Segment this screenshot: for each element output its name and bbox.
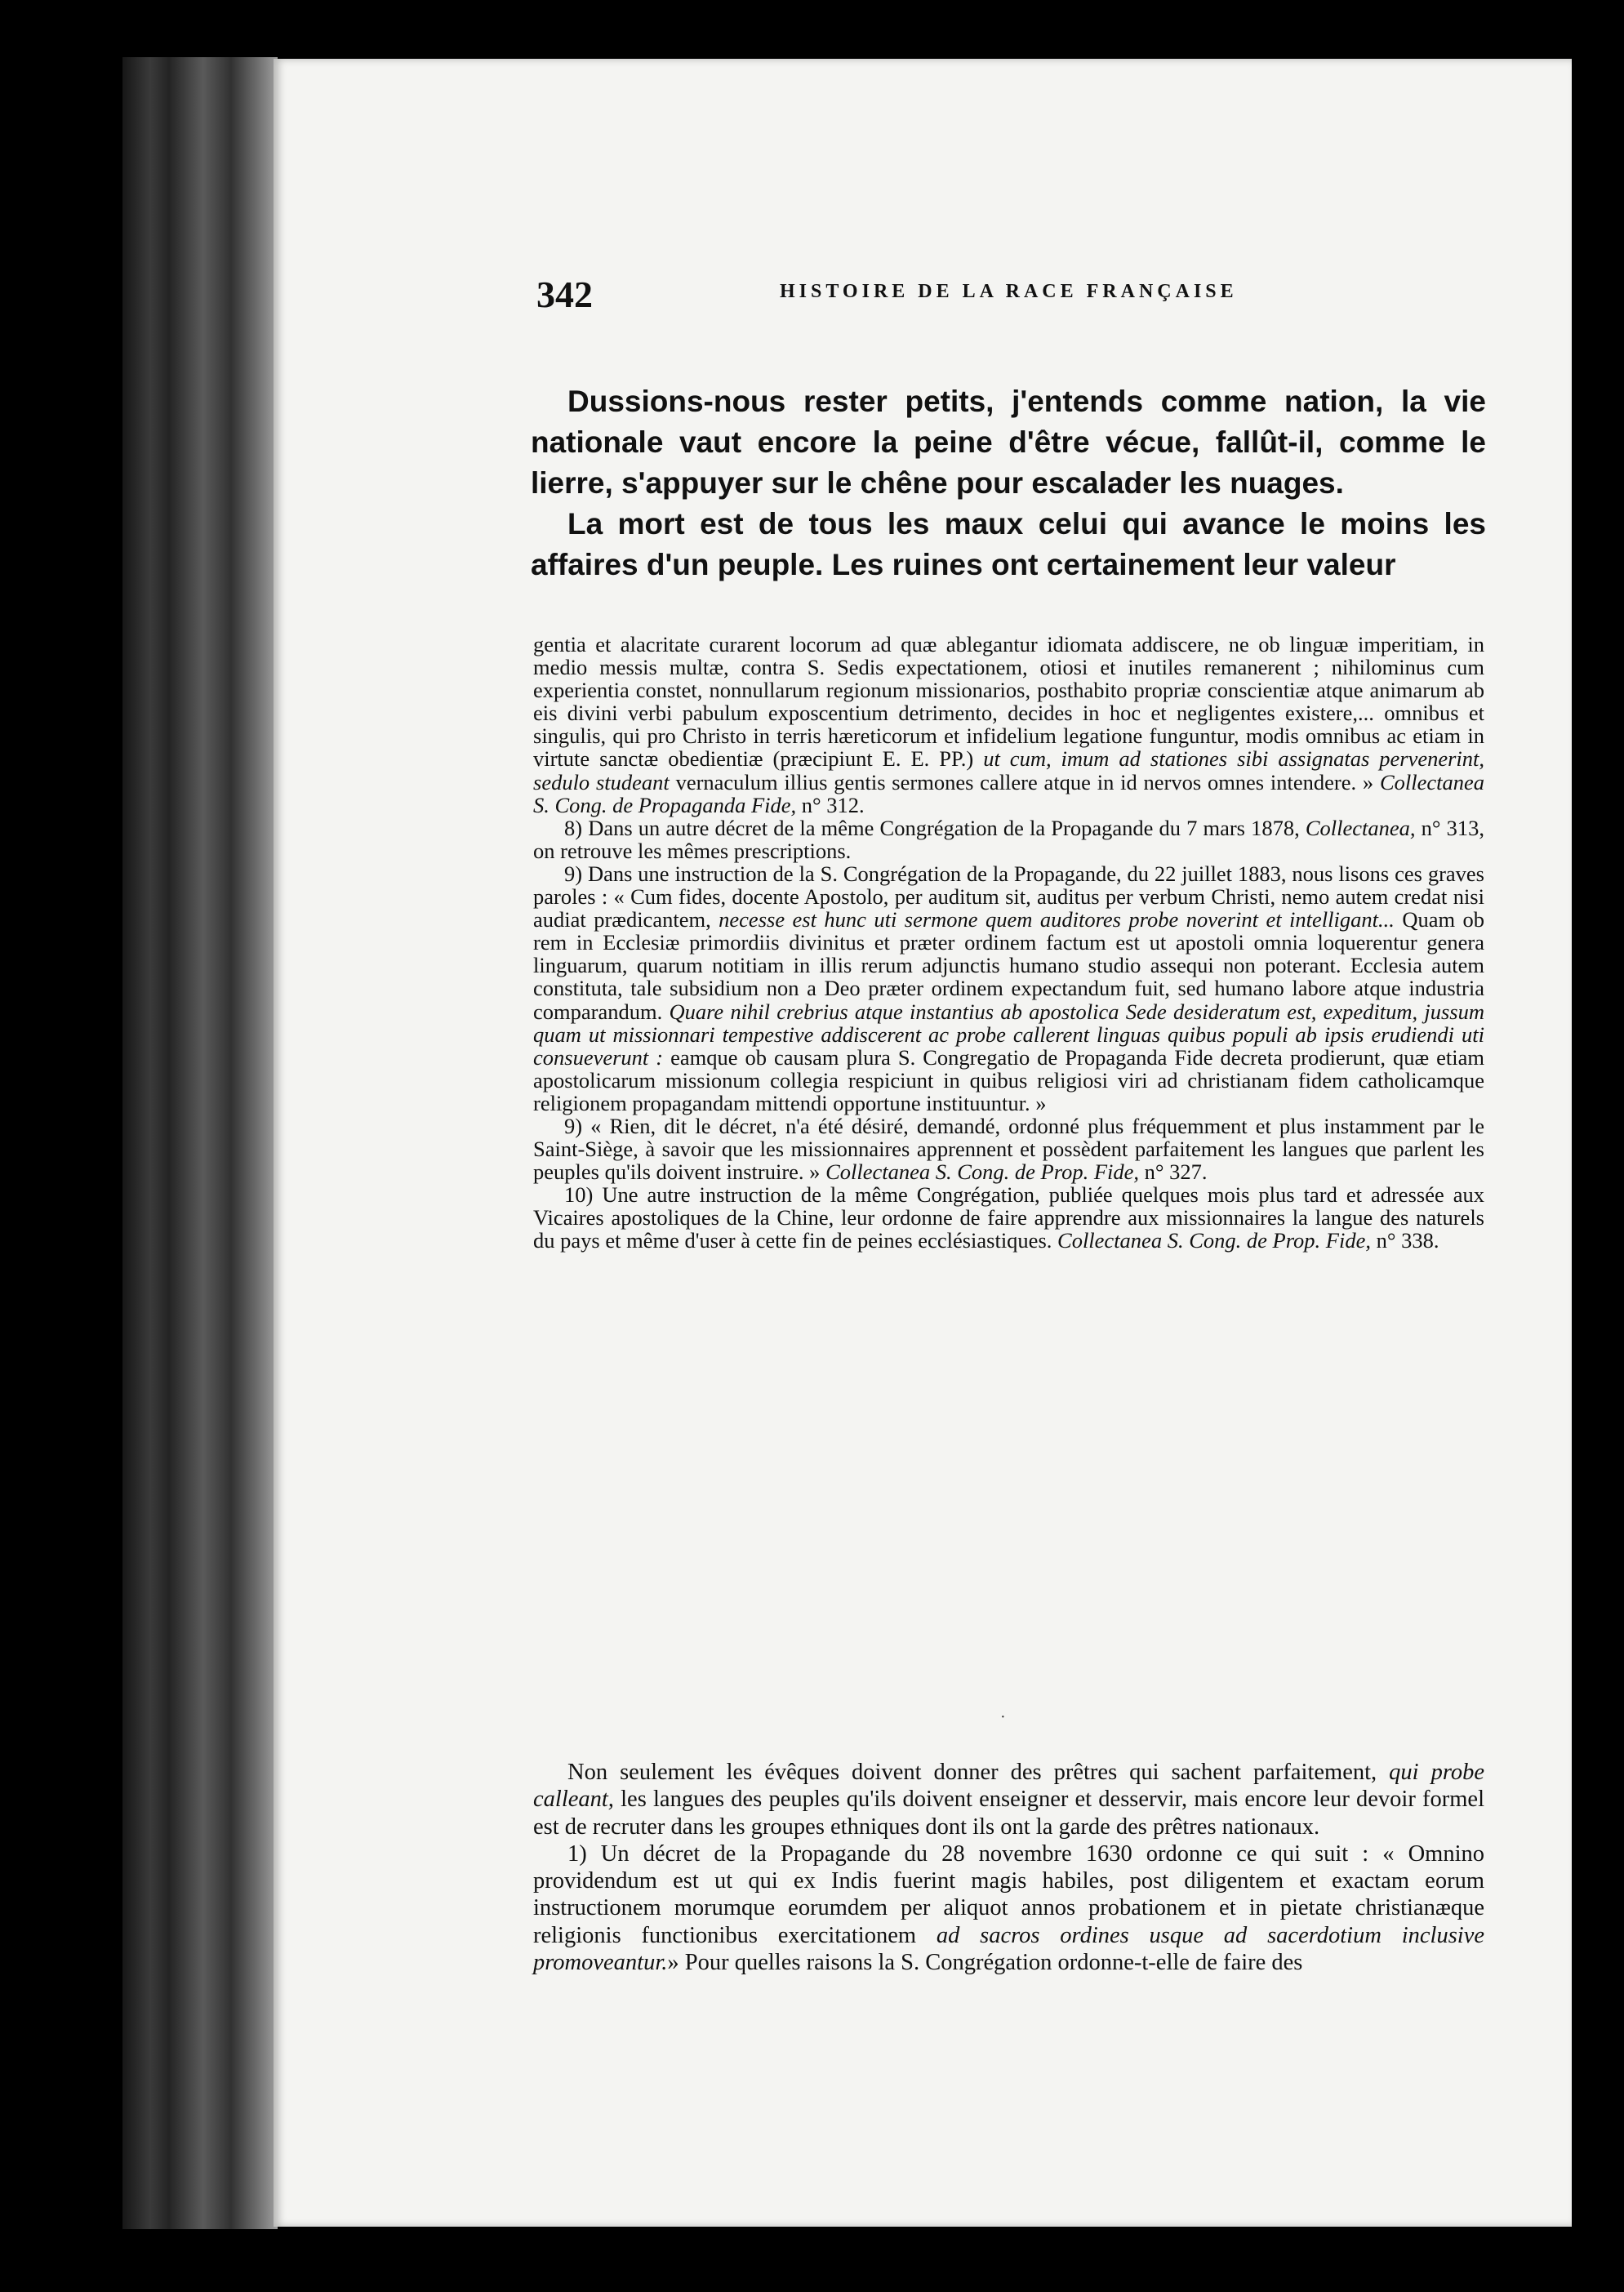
footnote-text: 9) Dans une instruction de la S. Congrégation de la Propagande, du 22 juillet 1883, nous lisons ces graves paroles : « Cum fides, docente Apostolo, per auditum sit, auditus per verbum Christi, nemo autem credat nisi audiat prædicantem,	[533, 861, 1484, 932]
footnote-text: 10) Une autre instruction de la même Congrégation, publiée quelques mois plus tard et adressée aux Vicaires apostoliques de la Chine, leur ordonne de faire apprendre aux missionnaires la langue des naturels du pays et même d'user à cette fin de peines ecclésiastiques.	[533, 1182, 1484, 1253]
footnote-text: Quam ob rem in Ecclesiæ primordiis divinitus et præter ordinem factum est ut apostoli omnia loquerentur genera linguarum, quarum notitiam in illis rerum adjunctis humano studio assequi non poterant. Ecclesia autem constituta, tale subsidium non a Deo præter ordinem expectandum fuit, sed humano labore atque industria comparandum.	[533, 907, 1485, 1024]
footnote-citation: Collectanea S. Cong. de Prop. Fide,	[825, 1159, 1140, 1185]
body-text	[533, 1759, 1484, 1976]
footnote-text: 9) « Rien, dit le décret, n'a été désiré, demandé, ordonné plus fréquemment et plus instamment par le Saint-Siège, à savoir que les missionnaires apprennent et possèdent parfaitement les langues que parlent les peuples qu'ils doivent instruire. »	[533, 1113, 1484, 1185]
main-text	[531, 381, 1486, 585]
footnote-text: n° 313, on retrouve les mêmes prescriptions.	[533, 815, 1485, 863]
page-number: 342	[536, 274, 593, 315]
footnote-citation: Collectanea S. Cong. de Propaganda Fide,	[533, 769, 1484, 817]
body-text-run: les langues des peuples qu'ils doivent enseigner et desservir, mais encore leur devoir formel est de recruter dans les groupes ethniques dont ils ont la garde des prêtres nationaux.	[533, 1787, 1484, 1840]
footnote-text: gentia et alacritate curarent locorum ad quæ ablegantur idiomata addiscere, ne ob linguæ imperitiam, in medio messis multæ, contra S. Sedis expectationem, otiosi et inutiles remanerent ; nihilominus cum experientia constet, nonnullarum regionum missionarios, posthabito propriæ conscientiæ atque animarum ab eis divini verbi pabulum exposcentium detrimento, decides in hoc et negligentes existere,... omnibus et singulis, qui pro Christo in terris hæreticorum et infidelium legatione funguntur, modis omnibus ac etiam in virtute sanctæ obedientiæ (præcipiunt E. E. PP.)	[533, 632, 1484, 772]
body-text-run: » Pour quelles raisons la S. Congrégation ordonne-t-elle de faire des	[667, 1950, 1303, 1976]
body-italic: qui probe calleant,	[533, 1760, 1484, 1813]
footnote-italic: ut cum, imum ad stationes sibi assignatas pervenerint, sedulo studeant	[533, 746, 1485, 794]
running-title: HISTOIRE DE LA RACE FRANÇAISE	[780, 281, 1238, 302]
footnote-9a	[533, 862, 1484, 1115]
footnote-continuation	[533, 633, 1484, 817]
body-paragraph-2	[533, 1840, 1484, 1976]
footnote-text: n° 338.	[1376, 1228, 1439, 1253]
body-text-run: 1) Un décret de la Propagande du 28 novembre 1630 ordonne ce qui suit : « Omnino providendum est ut qui ex Indis fuerint magis habiles, post diligentem et exactam eorum instructionem morumque eorumdem per aliquot annos probationem et in pietate christianæque religionis functionibus exercitationem	[533, 1840, 1484, 1948]
footnotes	[533, 633, 1484, 1253]
book-page-edges	[122, 57, 278, 2229]
footnote-italic: Quare nihil crebrius atque instantius ab apostolica Sede desideratum est, expeditum, jussum quam ut missionnari tempestive addiscerent ac probe callerent linguas quibus populi ab ipsis erudiendi uti consueverunt :	[533, 999, 1484, 1070]
body-text-run: Non seulement les évêques doivent donner des prêtres qui sachent parfaitement,	[567, 1760, 1377, 1785]
footnote-text: eamque ob causam plura S. Congregatio de Propaganda Fide decreta prodierunt, quæ etiam apostolicarum missionum collegia respiciunt in quibus religiosi viri ad christianam fidem catholicamque religionem propagandam mittendi opportune instituuntur. »	[533, 1044, 1484, 1115]
body-italic: ad sacros ordines usque ad sacerdotium inclusive promoveantur.	[533, 1922, 1484, 1976]
section-divider: ·	[1000, 1708, 1006, 1726]
footnote-text: n° 327.	[1144, 1159, 1208, 1185]
footnote-citation: Collectanea,	[1305, 815, 1416, 840]
footnote-citation: Collectanea S. Cong. de Prop. Fide,	[1057, 1228, 1371, 1253]
footnote-text: 8) Dans un autre décret de la même Congrégation de la Propagande du 7 mars 1878,	[564, 815, 1300, 840]
footnote-text: n° 312.	[801, 792, 865, 817]
body-paragraph-1	[533, 1759, 1484, 1840]
main-paragraph-1: Dussions-nous rester petits, j'entends comme nation, la vie nationale vaut encore la peine d'être vécue, fallût-il, comme le lierre, s'appuyer sur le chêne pour escalader les nuages.	[531, 385, 1486, 500]
main-paragraph-2: La mort est de tous les maux celui qui avance le moins les affaires d'un peuple. Les ruines ont certainement leur valeur	[531, 507, 1486, 581]
book-page	[274, 59, 1572, 2227]
footnote-10	[533, 1183, 1484, 1252]
footnote-8	[533, 817, 1484, 862]
running-head	[274, 273, 1572, 314]
footnote-9b	[533, 1115, 1484, 1183]
footnote-italic: necesse est hunc uti sermone quem auditores probe noverint et intelligant...	[719, 907, 1395, 932]
footnote-text: vernaculum illius gentis sermones callere atque in id nervos omnes intendere. »	[675, 769, 1374, 794]
